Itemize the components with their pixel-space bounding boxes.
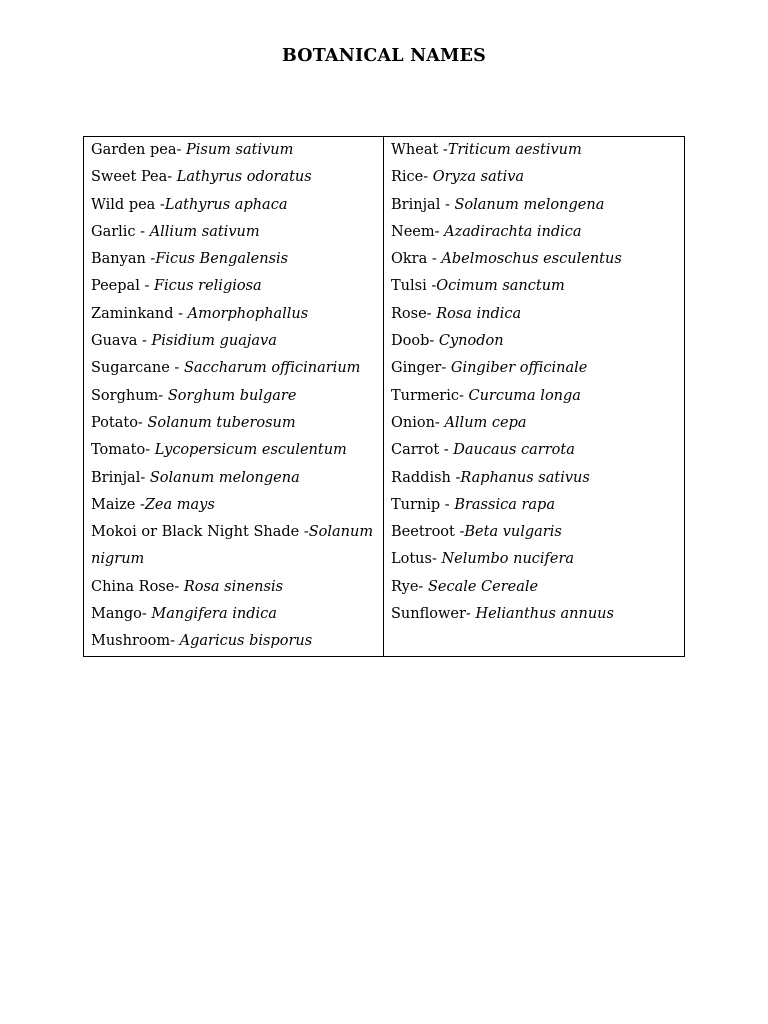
list-item (91, 273, 377, 300)
list-item (391, 492, 678, 519)
list-item (91, 328, 377, 355)
list-item (391, 437, 678, 464)
scientific-name: Amorphophallus (187, 305, 309, 322)
scientific-name: Mangifera indica (151, 606, 277, 623)
list-item (391, 465, 678, 492)
scientific-name: Abelmoschus esculentus (441, 251, 622, 268)
scientific-name: Allium sativum (149, 223, 260, 240)
scientific-name: Lathyrus odoratus (176, 169, 312, 186)
scientific-name: Beta vulgaris (464, 524, 562, 541)
scientific-name: Allum cepa (444, 414, 527, 431)
scientific-name: Raphanus sativus (460, 469, 590, 486)
scientific-name: Solanum melongena (454, 196, 605, 213)
common-name: Zaminkand - (91, 305, 188, 322)
scientific-name: Saccharum officinarium (183, 360, 361, 377)
list-item (391, 219, 678, 246)
common-name: Wheat - (391, 142, 448, 158)
scientific-name: Lycopersicum esculentum (154, 442, 347, 459)
common-name: Carrot - (391, 442, 454, 459)
common-name: Brinjal - (391, 196, 455, 213)
list-item (391, 137, 678, 164)
list-item (91, 355, 377, 382)
scientific-name: Solanum tuberosum (147, 414, 296, 431)
list-item (391, 546, 678, 573)
list-item (391, 246, 678, 273)
common-name: Garlic - (91, 223, 150, 240)
common-name: Maize - (91, 496, 145, 513)
scientific-name: Solanum nigrum (91, 524, 374, 568)
scientific-name: Brassica rapa (454, 496, 555, 513)
scientific-name: Sorghum bulgare (167, 387, 297, 404)
common-name: Guava - (91, 333, 152, 350)
scientific-name: Ficus Bengalensis (155, 251, 289, 268)
common-name: Mokoi or Black Night Shade - (91, 524, 309, 541)
scientific-name: Ocimum sanctum (436, 278, 565, 295)
common-name: Okra - (391, 251, 442, 268)
list-item (391, 383, 678, 410)
scientific-name: Triticum aestivum (447, 142, 582, 158)
scientific-name: Lathyrus aphaca (164, 196, 288, 213)
list-item (91, 519, 377, 574)
common-name: Turnip - (391, 496, 455, 513)
common-name: Rose- (391, 305, 437, 322)
scientific-name: Rosa indica (436, 305, 522, 322)
common-name: Sweet Pea- (91, 169, 177, 186)
common-name: Potato- (91, 414, 148, 431)
scientific-name: Zea mays (144, 496, 215, 513)
common-name: Banyan - (91, 251, 156, 268)
list-item (391, 574, 678, 601)
common-name: Wild pea - (91, 196, 165, 213)
list-item (91, 601, 377, 628)
list-item (391, 410, 678, 437)
list-item (91, 164, 377, 191)
scientific-name: Pisum sativum (186, 142, 294, 158)
scientific-name: Pisidium guajava (151, 333, 277, 350)
list-item (91, 137, 377, 164)
common-name: Raddish - (391, 469, 461, 486)
list-item (391, 519, 678, 546)
scientific-name: Solanum melongena (149, 469, 300, 486)
common-name: Turmeric- (391, 387, 469, 404)
common-name: Brinjal- (91, 469, 150, 486)
scientific-name: Helianthus annuus (475, 606, 614, 623)
list-item (391, 273, 678, 300)
list-item (91, 437, 377, 464)
common-name: China Rose- (91, 578, 184, 595)
list-item (91, 410, 377, 437)
common-name: Ginger- (391, 360, 451, 377)
list-item (91, 492, 377, 519)
list-item (91, 628, 377, 655)
common-name: Doob- (391, 333, 439, 350)
list-item (391, 601, 678, 628)
scientific-name: Daucaus carrota (453, 442, 575, 459)
common-name: Sugarcane - (91, 360, 184, 377)
common-name: Mango- (91, 606, 152, 623)
list-item (391, 328, 678, 355)
common-name: Tomato- (91, 442, 155, 459)
list-item (91, 465, 377, 492)
scientific-name: Cynodon (438, 333, 504, 350)
scientific-name: Ficus religiosa (153, 278, 262, 295)
common-name: Beetroot - (391, 524, 465, 541)
common-name: Rice- (391, 169, 433, 186)
left-column (84, 137, 384, 656)
common-name: Garden pea- (91, 142, 186, 158)
page-title: BOTANICAL NAMES (281, 46, 486, 66)
common-name: Mushroom- (91, 633, 180, 650)
scientific-name: Secale Cereale (427, 578, 539, 595)
list-item (391, 301, 678, 328)
list-item (91, 192, 377, 219)
scientific-name: Azadirachta indica (444, 223, 582, 240)
common-name: Tulsi - (391, 278, 437, 295)
list-item (391, 192, 678, 219)
list-item (91, 574, 377, 601)
scientific-name: Curcuma longa (468, 387, 581, 404)
scientific-name: Oryza sativa (432, 169, 525, 186)
common-name: Sunflower- (391, 606, 476, 623)
common-name: Sorghum- (91, 387, 168, 404)
common-name: Onion- (391, 414, 445, 431)
scientific-name: Rosa sinensis (183, 578, 284, 595)
common-name: Lotus- (391, 551, 442, 568)
scientific-name: Gingiber officinale (450, 360, 588, 377)
list-item (91, 246, 377, 273)
scientific-name: Agaricus bisporus (179, 633, 313, 650)
list-item (391, 164, 678, 191)
common-name: Peepal - (91, 278, 154, 295)
botanical-names-table (83, 136, 685, 657)
scientific-name: Nelumbo nucifera (441, 551, 575, 568)
common-name: Neem- (391, 223, 445, 240)
list-item (91, 383, 377, 410)
list-item (91, 219, 377, 246)
list-item (391, 355, 678, 382)
list-item (91, 301, 377, 328)
right-column (384, 137, 684, 656)
common-name: Rye- (391, 578, 428, 595)
